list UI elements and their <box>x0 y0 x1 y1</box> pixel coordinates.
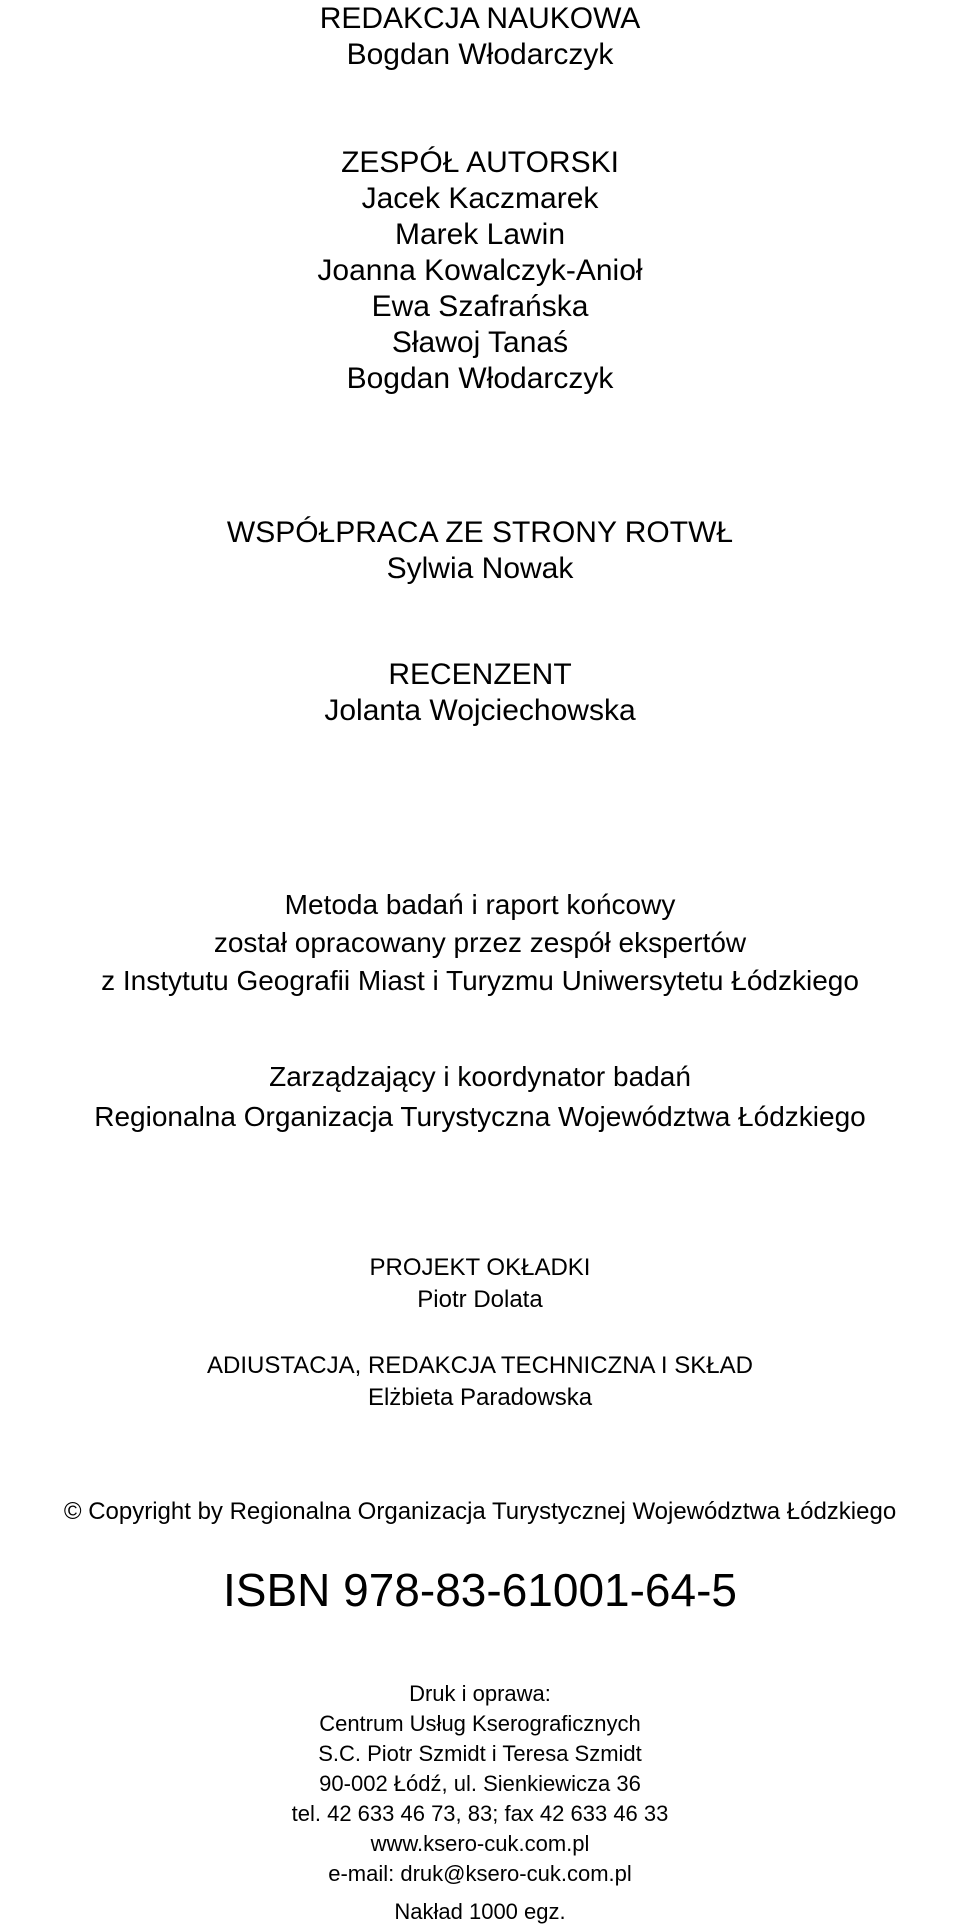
copyright-icon: © <box>63 1498 82 1525</box>
printing-line: Centrum Usług Kserograficznych <box>319 1711 641 1736</box>
author-name: Jacek Kaczmarek <box>361 182 599 215</box>
printing-line: tel. 42 633 46 73, 83; fax 42 633 46 33 <box>291 1801 669 1826</box>
printing-line: Druk i oprawa: <box>409 1681 551 1706</box>
printing-line: 90-002 Łódź, ul. Sienkiewicza 36 <box>319 1771 641 1796</box>
coordinator-line: Regionalna Organizacja Turystyczna Województwa Łódzkiego <box>94 1101 866 1132</box>
authors-heading: ZESPÓŁ AUTORSKI <box>341 146 619 179</box>
author-name: Sławoj Tanaś <box>391 326 569 359</box>
edition-count: Nakład 1000 egz. <box>394 1899 566 1924</box>
author-name: Marek Lawin <box>394 218 566 251</box>
typesetting-heading: ADIUSTACJA, REDAKCJA TECHNICZNA I SKŁAD <box>207 1352 753 1379</box>
cooperation-heading: WSPÓŁPRACA ZE STRONY ROTWŁ <box>226 516 734 549</box>
isbn: ISBN 978-83-61001-64-5 <box>223 1564 737 1616</box>
cover-name: Piotr Dolata <box>417 1286 543 1313</box>
reviewer-name: Jolanta Wojciechowska <box>324 694 636 727</box>
copyright-text: Copyright by Regionalna Organizacja Turystycznej Województwa Łódzkiego <box>88 1498 897 1525</box>
cover-heading: PROJEKT OKŁADKI <box>369 1254 591 1281</box>
printing-email: e-mail: druk@ksero-cuk.com.pl <box>328 1861 632 1886</box>
typesetting-name: Elżbieta Paradowska <box>367 1384 593 1411</box>
method-line: z Instytutu Geografii Miast i Turyzmu Uniwersytetu Łódzkiego <box>101 965 859 996</box>
printing-website: www.ksero-cuk.com.pl <box>370 1831 590 1856</box>
author-name: Ewa Szafrańska <box>371 290 589 323</box>
editorial-heading: REDAKCJA NAUKOWA <box>319 2 641 35</box>
editorial-name: Bogdan Włodarczyk <box>346 38 614 71</box>
method-line: został opracowany przez zespół ekspertów <box>213 927 747 958</box>
coordinator-line: Zarządzający i koordynator badań <box>269 1061 691 1092</box>
reviewer-heading: RECENZENT <box>388 658 572 691</box>
cooperation-name: Sylwia Nowak <box>386 552 574 585</box>
copyright-notice <box>0 1500 960 1524</box>
author-name: Bogdan Włodarczyk <box>346 362 614 395</box>
printing-line: S.C. Piotr Szmidt i Teresa Szmidt <box>318 1741 642 1766</box>
author-name: Joanna Kowalczyk-Anioł <box>317 254 643 287</box>
method-line: Metoda badań i raport końcowy <box>284 889 676 920</box>
